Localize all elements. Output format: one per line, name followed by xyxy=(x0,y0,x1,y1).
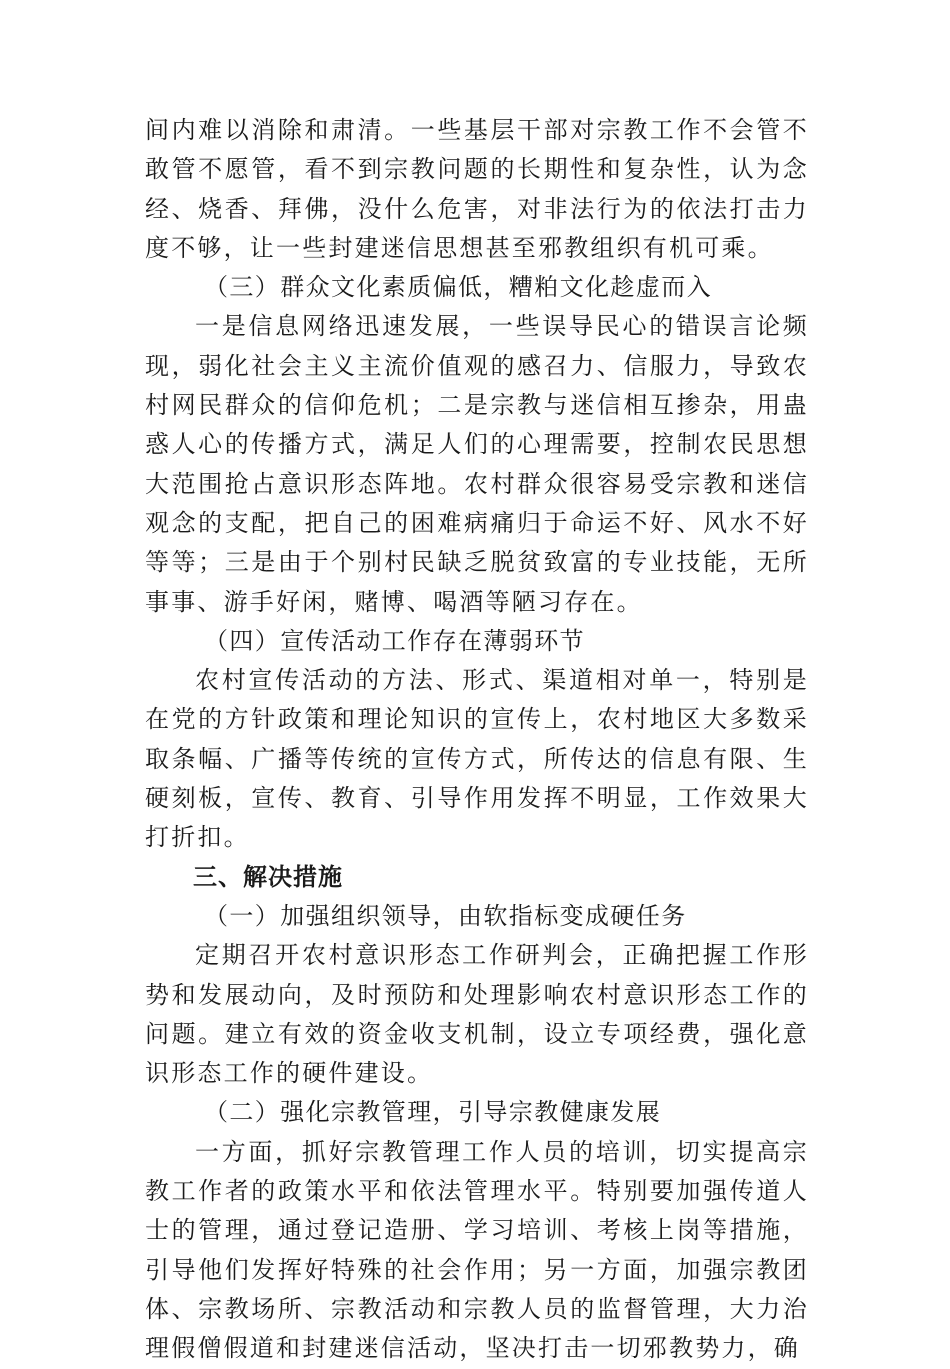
section-heading: 三、解决措施 xyxy=(193,862,343,891)
subheading: （二）强化宗教管理，引导宗教健康发展 xyxy=(204,1098,662,1127)
body-paragraph: 间内难以消除和肃清。一些基层干部对宗教工作不会管不敢管不愿管，看不到宗教问题的长期性和复杂性，认为念经、烧香、拜佛，没什么危害，对非法行为的依法打击力度不够，让一些封建迷信思想甚至邪教组织有机可乘。 xyxy=(145,116,809,262)
subheading: （四）宣传活动工作存在薄弱环节 xyxy=(204,626,585,655)
body-paragraph: 一是信息网络迅速发展，一些误导民心的错误言论频现，弱化社会主义主流价值观的感召力、信服力，导致农村网民群众的信仰危机；二是宗教与迷信相互掺杂，用蛊惑人心的传播方式，满足人们的心理需要，控制农民思想大范围抢占意识形态阵地。农村群众很容易受宗教和迷信观念的支配，把自己的困难病痛归于命运不好、风水不好等等；三是由于个别村民缺乏脱贫致富的专业技能，无所事事、游手好闲，赌博、喝酒等陋习存在。 xyxy=(145,312,809,616)
body-paragraph: 定期召开农村意识形态工作研判会，正确把握工作形势和发展动向，及时预防和处理影响农村意识形态工作的问题。建立有效的资金收支机制，设立专项经费，强化意识形态工作的硬件建设。 xyxy=(145,941,809,1088)
subheading: （一）加强组织领导，由软指标变成硬任务 xyxy=(204,901,687,930)
body-paragraph: 一方面，抓好宗教管理工作人员的培训，切实提高宗教工作者的政策水平和依法管理水平。特别要加强传道人士的管理，通过登记造册、学习培训、考核上岗等措施，引导他们发挥好特殊的社会作用；另一方面，加强宗教团体、宗教场所、宗教活动和宗教人员的监督管理，大力治理假僧假道和封建迷信活动，坚决打击一切邪教势力，确 xyxy=(145,1137,809,1363)
document-page xyxy=(145,111,809,1369)
subheading: （三）群众文化素质偏低，糟粕文化趁虚而入 xyxy=(204,273,712,302)
body-paragraph: 农村宣传活动的方法、形式、渠道相对单一，特别是在党的方针政策和理论知识的宣传上，农村地区大多数采取条幅、广播等传统的宣传方式，所传达的信息有限、生硬刻板，宣传、教育、引导作用发挥不明显，工作效果大打折扣。 xyxy=(145,666,809,852)
